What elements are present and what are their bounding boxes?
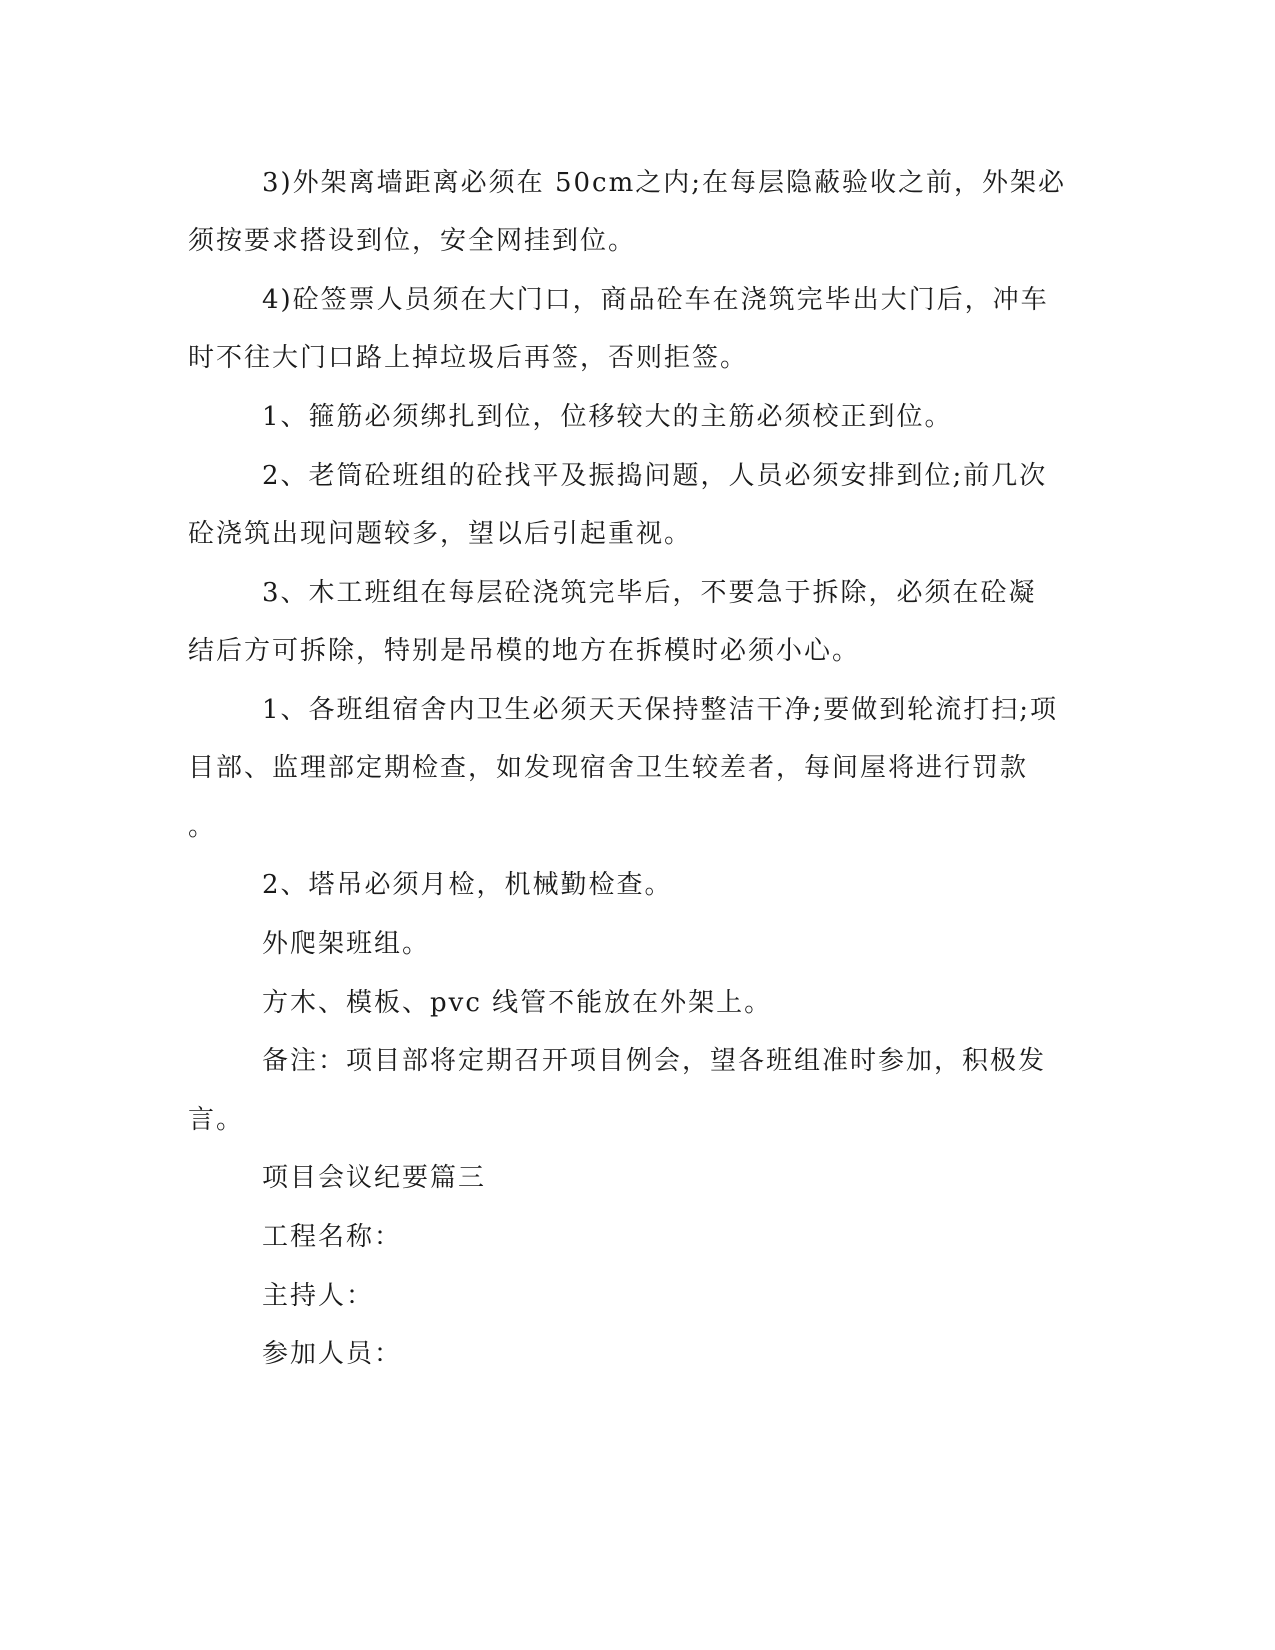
paragraph-line: 须按要求搭设到位，安全网挂到位。 — [188, 226, 637, 256]
paragraph-line: 4)砼签票人员须在大门口，商品砼车在浇筑完毕出大门后，冲车 — [262, 285, 1049, 315]
paragraph-line: 备注：项目部将定期召开项目例会，望各班组准时参加，积极发 — [262, 1046, 1047, 1076]
paragraph-line: 言。 — [188, 1105, 245, 1135]
section-heading: 项目会议纪要篇三 — [262, 1163, 487, 1193]
paragraph-line: 2、塔吊必须月检，机械勤检查。 — [262, 870, 673, 900]
paragraph-line: 结后方可拆除，特别是吊模的地方在拆模时必须小心。 — [188, 636, 861, 666]
paragraph-line: 外爬架班组。 — [262, 929, 431, 959]
field-label-project-name: 工程名称： — [262, 1222, 403, 1252]
paragraph-line: 。 — [188, 812, 217, 842]
field-label-host: 主持人： — [262, 1281, 375, 1311]
paragraph-line: 1、各班组宿舍内卫生必须天天保持整洁干净;要做到轮流打扫;项 — [262, 695, 1059, 725]
paragraph-line: 时不往大门口路上掉垃圾后再签，否则拒签。 — [188, 343, 749, 373]
paragraph-line: 2、老筒砼班组的砼找平及振捣问题，人员必须安排到位;前几次 — [262, 461, 1048, 491]
paragraph-line: 3)外架离墙距离必须在 50cm之内;在每层隐蔽验收之前，外架必 — [262, 168, 1067, 198]
paragraph-line: 目部、监理部定期检查，如发现宿舍卫生较差者，每间屋将进行罚款 — [188, 753, 1029, 783]
paragraph-line: 1、箍筋必须绑扎到位，位移较大的主筋必须校正到位。 — [262, 402, 953, 432]
paragraph-line: 3、木工班组在每层砼浇筑完毕后，不要急于拆除，必须在砼凝 — [262, 578, 1037, 608]
paragraph-line: 砼浇筑出现问题较多，望以后引起重视。 — [188, 519, 693, 549]
paragraph-line: 方木、模板、pvc 线管不能放在外架上。 — [262, 988, 773, 1018]
field-label-participants: 参加人员： — [262, 1339, 403, 1369]
